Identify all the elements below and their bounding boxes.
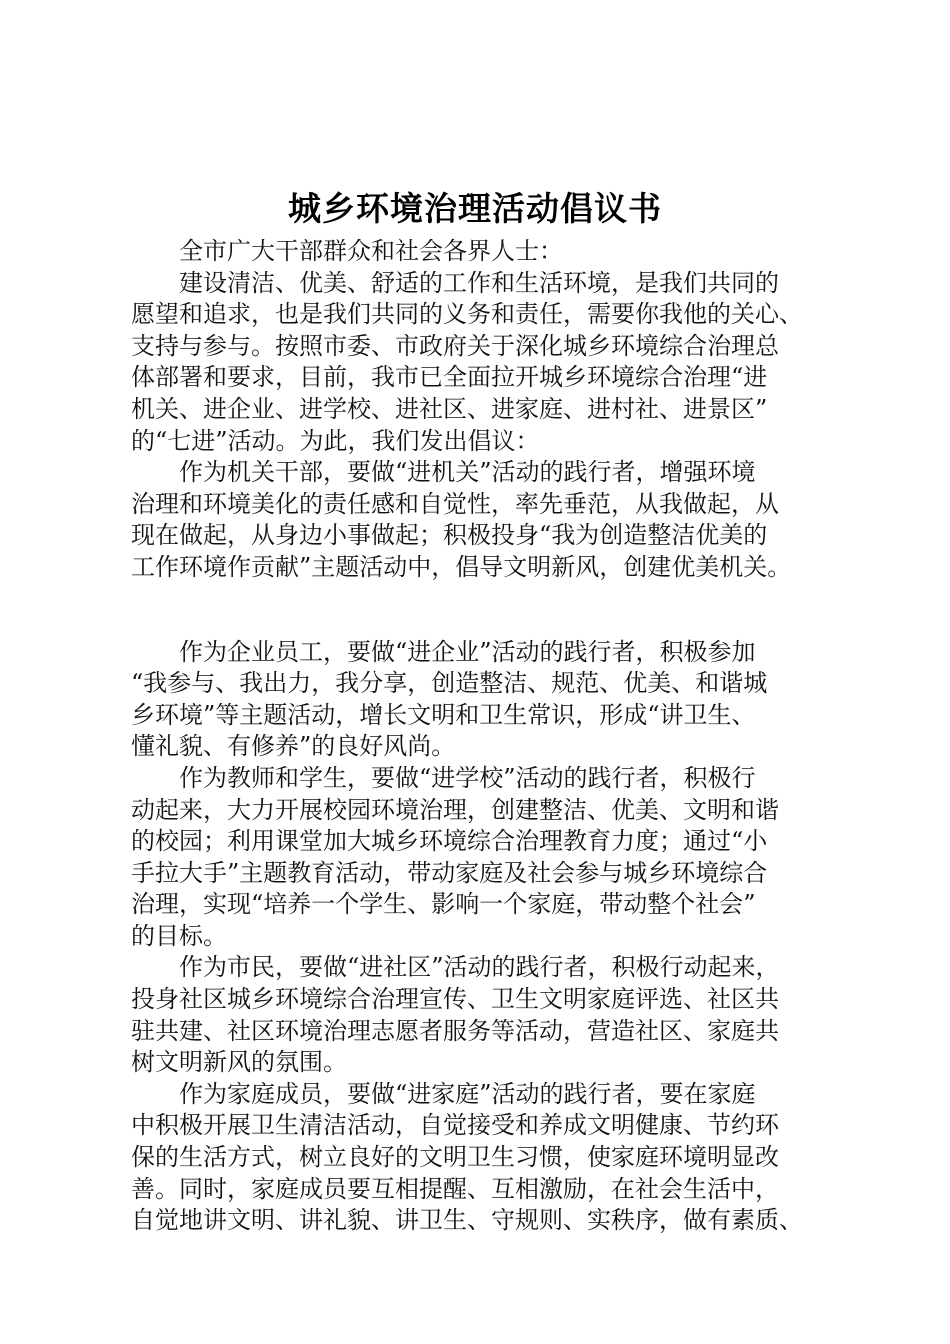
- text-line: 乡环境”等主题活动，增长文明和卫生常识，形成“讲卫生、: [131, 700, 756, 729]
- text-line: 的目标。: [131, 921, 227, 950]
- text-line: 工作环境作贡献”主题活动中，倡导文明新风，创建优美机关。: [131, 552, 792, 581]
- text-line: 中积极开展卫生清洁活动，自觉接受和养成文明健康、节约环: [131, 1111, 779, 1140]
- text-line: 作为家庭成员，要做“进家庭”活动的践行者，要在家庭: [179, 1079, 756, 1108]
- text-line: 的校园；利用课堂加大城乡环境综合治理教育力度；通过“小: [131, 827, 768, 856]
- text-line: 树文明新风的氛围。: [131, 1048, 347, 1077]
- text-line: 建设清洁、优美、舒适的工作和生活环境，是我们共同的: [179, 268, 779, 297]
- text-line: 现在做起，从身边小事做起；积极投身“我为创造整洁优美的: [131, 521, 768, 550]
- text-line: 治理和环境美化的责任感和自觉性，率先垂范，从我做起，从: [131, 489, 779, 518]
- text-line: 治理，实现“培养一个学生、影响一个家庭，带动整个社会”: [131, 890, 756, 919]
- text-line: 愿望和追求，也是我们共同的义务和责任，需要你我他的关心、: [131, 300, 803, 329]
- text-line: 作为教师和学生，要做“进学校”活动的践行者，积极行: [179, 763, 756, 792]
- paragraph-gap: [131, 584, 851, 637]
- text-line: 自觉地讲文明、讲礼貌、讲卫生、守规则、实秩序，做有素质、: [131, 1206, 803, 1235]
- text-line: 作为企业员工，要做“进企业”活动的践行者，积极参加: [179, 637, 756, 666]
- text-line: 支持与参与。按照市委、市政府关于深化城乡环境综合治理总: [131, 331, 779, 360]
- text-line: 动起来，大力开展校园环境治理，创建整洁、优美、文明和谐: [131, 795, 779, 824]
- text-line: 投身社区城乡环境综合治理宣传、卫生文明家庭评选、社区共: [131, 985, 779, 1014]
- document-title: 城乡环境治理活动倡议书: [288, 189, 662, 228]
- text-line: 驻共建、社区环境治理志愿者服务等活动，营造社区、家庭共: [131, 1016, 779, 1045]
- text-line: 体部署和要求，目前，我市已全面拉开城乡环境综合治理“进: [131, 363, 768, 392]
- text-line: 保的生活方式，树立良好的文明卫生习惯，使家庭环境明显改: [131, 1143, 779, 1172]
- text-line: 作为机关干部，要做“进机关”活动的践行者，增强环境: [179, 458, 756, 487]
- text-line: “我参与、我出力，我分享，创造整洁、规范、优美、和谐城: [131, 669, 768, 698]
- text-line: 机关、进企业、进学校、进社区、进家庭、进村社、进景区”: [131, 394, 768, 423]
- text-line: 懂礼貌、有修养”的良好风尚。: [131, 732, 456, 761]
- text-line: 善。同时，家庭成员要互相提醒、互相激励，在社会生活中，: [131, 1174, 779, 1203]
- text-line: 作为市民，要做“进社区”活动的践行者，积极行动起来，: [179, 953, 780, 982]
- salutation-line: 全市广大干部群众和社会各界人士：: [179, 237, 563, 265]
- text-line: 的“七进”活动。为此，我们发出倡议：: [131, 426, 540, 455]
- document-body: [131, 236, 851, 1237]
- text-line: 手拉大手”主题教育活动，带动家庭及社会参与城乡环境综合: [131, 858, 768, 887]
